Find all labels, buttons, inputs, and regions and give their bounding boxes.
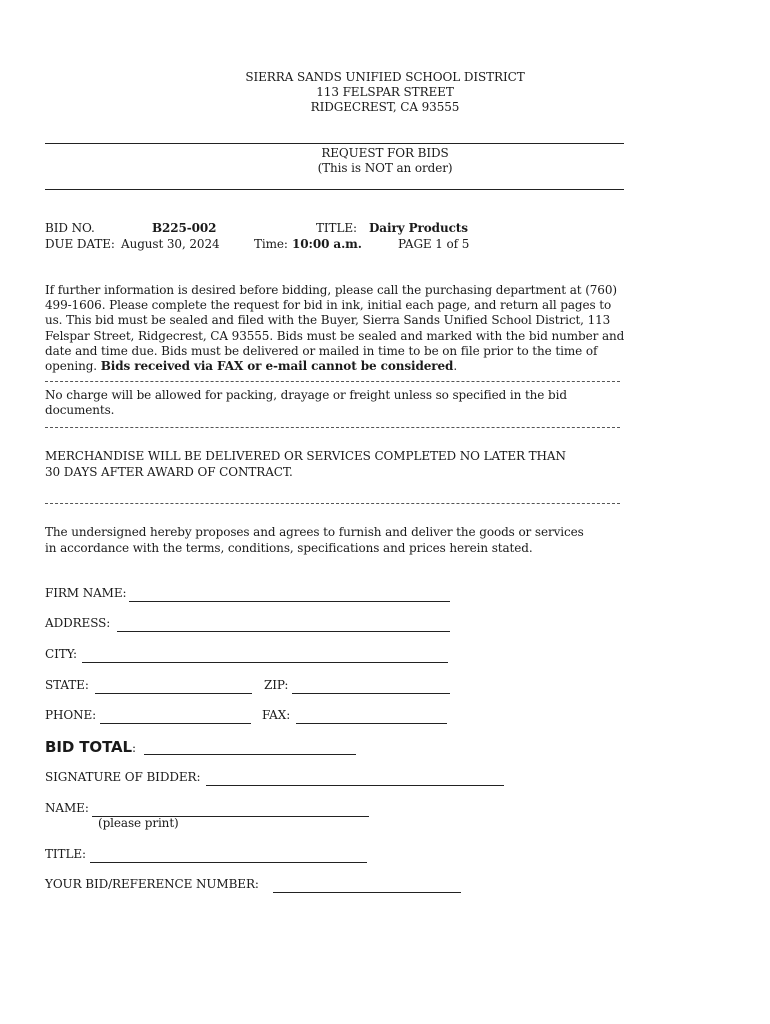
due-date-label: DUE DATE: [45, 237, 115, 251]
no-charge-notice: No charge will be allowed for packing, drayage or freight unless so specified in the bid documents. [45, 388, 567, 418]
address-label: ADDRESS: [45, 616, 111, 630]
bid-total-field[interactable] [144, 753, 356, 755]
reference-number-label: YOUR BID/REFERENCE NUMBER: [45, 877, 259, 891]
instructions-end: . [453, 359, 458, 374]
agreement-line-2: in accordance with the terms, conditions, specifications and prices herein stated. [45, 541, 533, 555]
signature-label: SIGNATURE OF BIDDER: [45, 770, 201, 784]
dashed-divider [45, 381, 620, 382]
dashed-divider [45, 427, 620, 428]
firm-name-field[interactable] [129, 600, 450, 602]
delivery-line-2: 30 DAYS AFTER AWARD OF CONTRACT. [45, 465, 293, 479]
bid-no-label: BID NO. [45, 221, 95, 235]
delivery-line-1: MERCHANDISE WILL BE DELIVERED OR SERVICES COMPLETED NO LATER THAN [45, 449, 566, 463]
fax-label: FAX: [262, 708, 291, 722]
fax-email-warning: Bids received via FAX or e-mail cannot be considered [100, 359, 454, 374]
district-name: SIERRA SANDS UNIFIED SCHOOL DISTRICT [245, 70, 525, 84]
state-label: STATE: [45, 678, 89, 692]
zip-field[interactable] [292, 692, 450, 694]
please-print-hint: (please print) [98, 816, 179, 830]
name-label: NAME: [45, 801, 89, 815]
bid-total-text: BID TOTAL [45, 738, 133, 756]
city-label: CITY: [45, 647, 77, 661]
page-indicator: PAGE 1 of 5 [398, 237, 470, 251]
zip-label: ZIP: [264, 678, 289, 692]
bid-total-colon: : [132, 741, 136, 755]
instructions-paragraph [45, 283, 625, 374]
phone-field[interactable] [100, 722, 251, 724]
bid-no-value: B225-002 [152, 221, 217, 235]
address-field[interactable] [117, 630, 450, 632]
dashed-divider [45, 503, 620, 504]
city-field[interactable] [82, 661, 448, 663]
district-city: RIDGECREST, CA 93555 [310, 100, 460, 114]
divider [45, 143, 624, 144]
state-field[interactable] [95, 692, 252, 694]
request-note: (This is NOT an order) [317, 161, 453, 175]
firm-name-label: FIRM NAME: [45, 586, 127, 600]
phone-label: PHONE: [45, 708, 97, 722]
time-label: Time: [254, 237, 288, 251]
title-label: TITLE: [316, 221, 357, 235]
divider [45, 189, 624, 190]
bid-total-label [45, 738, 136, 756]
request-title: REQUEST FOR BIDS [321, 146, 449, 160]
title-value: Dairy Products [369, 221, 468, 235]
time-value: 10:00 a.m. [292, 237, 362, 251]
title-field[interactable] [90, 861, 367, 863]
due-date-value: August 30, 2024 [121, 237, 220, 251]
title-field-label: TITLE: [45, 847, 86, 861]
reference-number-field[interactable] [273, 891, 461, 893]
agreement-line-1: The undersigned hereby proposes and agrees to furnish and deliver the goods or services [45, 525, 584, 539]
fax-field[interactable] [296, 722, 447, 724]
instructions-text: If further information is desired before bidding, please call the purchasing department at (760) 499-1606. Please complete the request for bid in ink, initial each page, and return all pages to us. This bid must be sealed and filed with the Buyer, Sierra Sands Unified School District, 113 Felspar Street, Ridgecrest, CA 93555. Bids must be sealed and marked with the bid number and date and time due. Bids must be delivered or mailed in time to be on file prior to the time of opening. [45, 283, 625, 374]
district-street: 113 FELSPAR STREET [316, 85, 454, 99]
signature-field[interactable] [206, 784, 504, 786]
